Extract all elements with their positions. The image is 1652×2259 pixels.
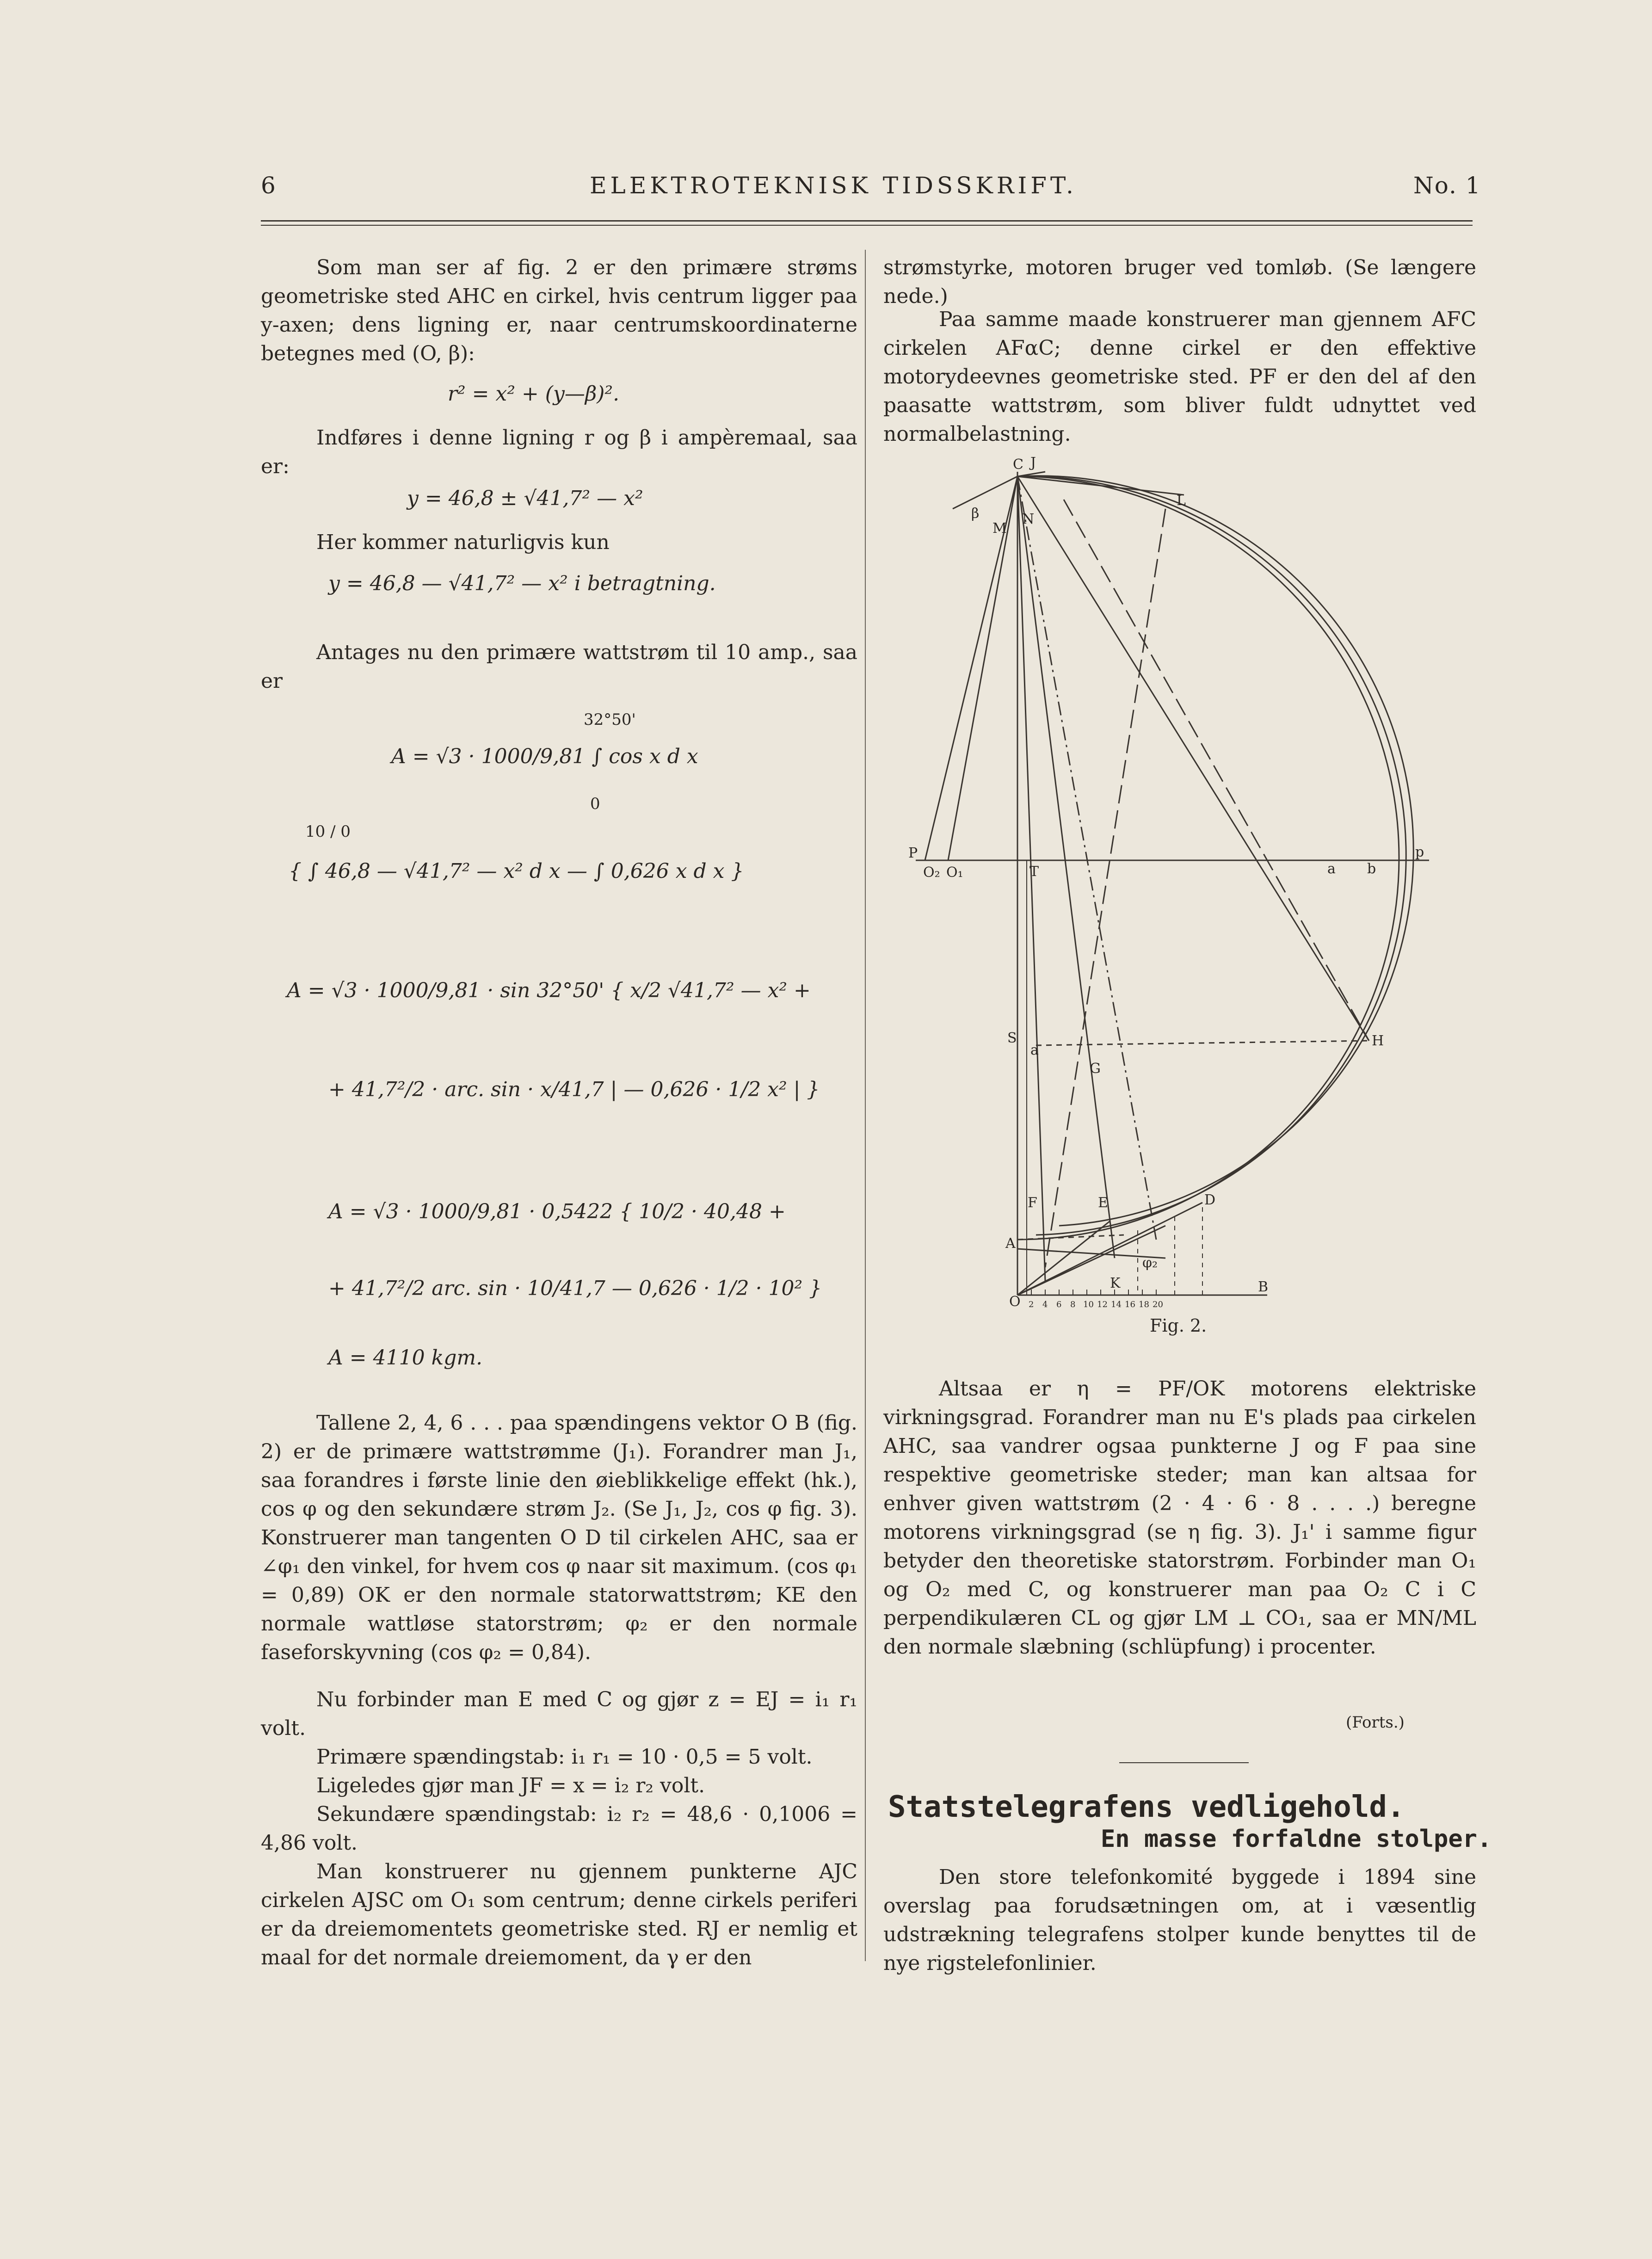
tick-label: 4 [1042,1300,1048,1309]
equation-expanded-2: + 41,7²/2 · arc. sin · x/41,7 | — 0,626 · 1/2 x² | } [328,1078,820,1101]
label-a: a [1327,861,1336,877]
continued-note: (Forts.) [1346,1713,1405,1732]
tick-label: 2 [1029,1300,1034,1309]
equation-circle: r² = x² + (y—β)². [448,382,620,406]
tick-label: 8 [1070,1300,1076,1309]
integral-upper-limit: 32°50' [584,710,636,729]
label-N: N [1022,511,1035,527]
figure-2-circle-diagram [906,453,1452,1314]
left-paragraph-1: Som man ser af fig. 2 er den primære strøms geometriske sted AHC en cirkel, hvis centrum ligger paa y-axen; dens ligning er, naar centrumskoordinaterne betegnes med (O, β): [261,256,857,365]
label-L: L [1177,493,1186,509]
label-B: B [1258,1279,1269,1295]
right-paragraph-2: Paa samme maade konstruerer man gjennem AFC cirkelen AFαC; denne cirkel er den effektive motorydeevnes geometriske sted. PF er den del af den paasatte wattstrøm, som bliver fuldt udnyttet ved normalbelastning. [883,308,1476,446]
label-beta: β [971,506,980,522]
left-paragraph-8: Ligeledes gjør man JF = x = i₂ r₂ volt. [316,1774,705,1797]
label-D: D [1204,1192,1216,1208]
label-E: E [1098,1195,1108,1211]
label-b: b [1367,861,1376,877]
journal-title: ELEKTROTEKNISK TIDSSKRIFT. [590,172,1077,199]
column-divider [865,250,866,1961]
label-alpha: a [1030,1042,1039,1058]
label-K: K [1110,1275,1121,1291]
equation-result: A = 4110 kgm. [328,1346,483,1370]
tick-label: 12 [1097,1300,1108,1309]
left-paragraph-9: Sekundære spændingstab: i₂ r₂ = 48,6 · 0,1006 = 4,86 volt. [261,1802,857,1855]
tick-label: 14 [1111,1300,1122,1309]
right-paragraph-3: Altsaa er η = PF/OK motorens elektriske virkningsgrad. Forandrer man nu E's plads paa cirkelen AHC, saa vandrer ogsaa punkterne J og F paa sine respektive geometriske steder; man kan altsaa for enhver given wattstrøm (2 · 4 · 6 · 8 . . . .) beregne motorens virkningsgrad (se η fig. 3). J₁' i samme figur betyder den theoretiske statorstrøm. Forbinder man O₁ og O₂ med C, og konstruerer man paa O₂ C i C perpendikulæren CL og gjør LM ⊥ CO₁, saa er MN/ML den normale slæbning (schlüpfung) i procenter. [883,1377,1476,1659]
label-O: O [1009,1294,1021,1310]
left-paragraph-6: Nu forbinder man E med C og gjør z = EJ = i₁ r₁ volt. [261,1688,857,1740]
header-rule-top [261,220,1473,222]
equation-numeric-1: A = √3 · 1000/9,81 · 0,5422 { 10/2 · 40,48 + [328,1200,786,1223]
equation-expanded-1: A = √3 · 1000/9,81 · sin 32°50' { x/2 √41,7² — x² + [287,979,811,1002]
header-rule-bottom [261,225,1473,226]
label-C: C [1013,457,1023,473]
label-S: S [1007,1030,1017,1046]
left-paragraph-2: Indføres i denne ligning r og β i ampèremaal, saa er: [261,426,857,478]
page-number: 6 [261,172,277,199]
label-J: J [1030,455,1036,471]
label-M: M [992,520,1007,537]
tick-label: 6 [1056,1300,1062,1309]
figure-caption: Fig. 2. [1150,1315,1207,1336]
tick-label: 16 [1125,1300,1135,1309]
equation-numeric-2: + 41,7²/2 arc. sin · 10/41,7 — 0,626 · 1/2 · 10² } [328,1277,822,1300]
left-paragraph-7: Primære spændingstab: i₁ r₁ = 10 · 0,5 = 5 volt. [316,1745,813,1769]
label-A: A [1005,1235,1016,1252]
tick-label: 10 [1083,1300,1094,1309]
label-O1: O₁ [946,864,963,881]
label-H: H [1372,1033,1384,1049]
issue-number: No. 1 [1413,172,1481,199]
tick-label: 20 [1153,1300,1163,1309]
integral-lower-limit: 0 [590,795,600,813]
left-paragraph-4: Antages nu den primære wattstrøm til 10 amp., saa er [261,641,857,693]
label-O2: O₂ [923,864,940,881]
equation-y-plusminus: y = 46,8 ± √41,7² — x² [407,487,643,510]
tick-label: 18 [1139,1300,1149,1309]
equation-y-minus: y = 46,8 — √41,7² — x² i betragtning. [328,572,716,595]
label-P: P [908,845,918,861]
left-paragraph-10: Man konstruerer nu gjennem punkterne AJC cirkelen AJSC om O₁ som centrum; denne cirkels periferi er da dreiemomentets geometriske sted. RJ er nemlig et maal for det normale dreiemoment, da γ er den [261,1860,857,1969]
integral-limits-2: 10 / 0 [305,822,351,841]
equation-integral-bracket: { ∫ 46,8 — √41,7² — x² d x — ∫ 0,626 x d x } [289,859,744,883]
article-subtitle: En masse forfaldne stolper. [1101,1825,1492,1853]
circle-AJSC [1017,476,1406,1235]
label-F: F [1028,1195,1037,1211]
label-phi2: φ₂ [1142,1255,1158,1271]
circle-AHC [1017,476,1399,1240]
right-paragraph-4: Den store telefonkomité byggede i 1894 sine overslag paa forudsætningen om, at i væsentlig udstrækning telegrafens stolper kunde benyttes til de nye rigstelefonlinier. [883,1865,1476,1975]
circle-AFaC [1017,476,1413,1226]
article-title: Statstelegrafens vedligehold. [888,1790,1405,1824]
label-G: G [1090,1061,1101,1077]
right-paragraph-1: strømstyrke, motoren bruger ved tomløb. (Se længere nede.) [883,256,1476,308]
left-paragraph-5: Tallene 2, 4, 6 . . . paa spændingens vektor O B (fig. 2) er de primære wattstrømme (J₁). Forandrer man J₁, saa forandres i første linie den øieblikkelige effekt (hk.), cos φ og den sekundære strøm J₂. (Se J₁, J₂, cos φ fig. 3). Konstruerer man tangenten O D til cirkelen AHC, saa er ∠φ₁ den vinkel, for hvem cos φ naar sit maximum. (cos φ₁ = 0,89) OK er den normale statorwattstrøm; KE den normale wattløse statorstrøm; φ₂ er den normale faseforskyvning (cos φ₂ = 0,84). [261,1411,857,1664]
label-p: p [1415,844,1424,860]
left-paragraph-3: Her kommer naturligvis kun [316,531,610,554]
label-T: T [1029,864,1039,880]
equation-work-integral: A = √3 · 1000/9,81 ∫ cos x d x [391,745,698,768]
section-rule [1119,1762,1249,1763]
